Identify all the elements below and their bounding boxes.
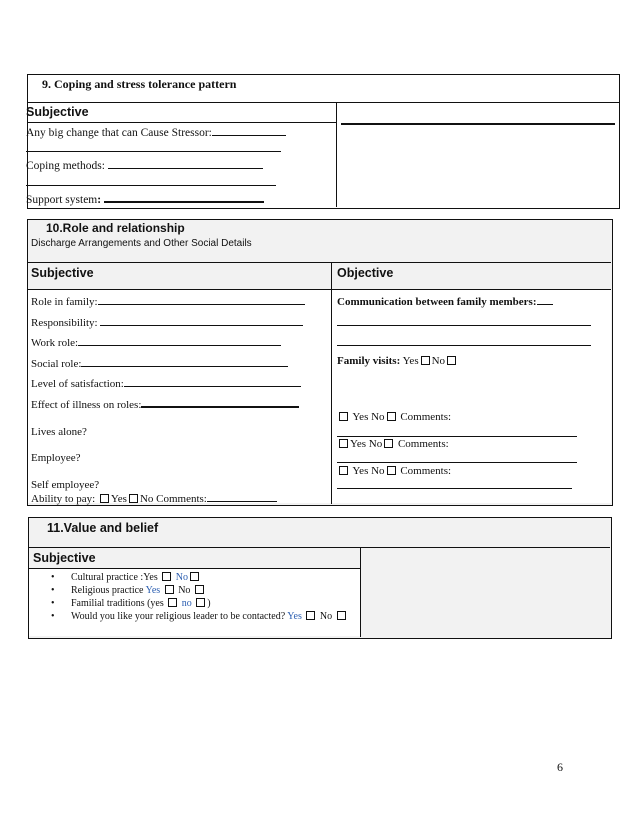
- section-11-title: 11.Value and belief: [47, 521, 159, 535]
- s10-comm-line3[interactable]: [337, 345, 591, 346]
- s10-self-employee-yes-checkbox[interactable]: [339, 466, 348, 475]
- s10-employee-yes-checkbox[interactable]: [339, 439, 348, 448]
- s10-self-employee-no-checkbox[interactable]: [387, 466, 396, 475]
- s10-self-employee: Self employee?: [31, 479, 100, 491]
- s10-role-family-label: Role in family:: [31, 296, 98, 308]
- s10-responsibility-label: Responsibility:: [31, 317, 98, 329]
- s10-employee-no-label: No: [368, 438, 383, 450]
- s10-work-role-label: Work role:: [31, 337, 79, 349]
- s11-cultural-no-checkbox[interactable]: [190, 572, 199, 581]
- s11-cultural-no-label: No: [175, 572, 188, 583]
- s10-self-employee-comments-field[interactable]: [337, 488, 572, 489]
- s10-objective-heading: Objective: [337, 266, 394, 280]
- s9-support-field[interactable]: [104, 191, 264, 203]
- s10-ability-no-label: No: [139, 493, 154, 505]
- s10-work-role-field[interactable]: [78, 335, 281, 346]
- s10-lives-alone-comments-label: Comments:: [400, 411, 452, 423]
- s10-employee-no-checkbox[interactable]: [384, 439, 393, 448]
- s9-coping-field[interactable]: [108, 158, 263, 169]
- s9-support-label: Support system: [26, 194, 98, 206]
- s11-cultural-label: Cultural practice :Yes: [71, 572, 158, 583]
- s11-familial-no-checkbox[interactable]: [196, 598, 205, 607]
- s9-big-change-row: [26, 125, 286, 139]
- s9-support-colon: :: [97, 194, 102, 206]
- s10-ability-yes-label: Yes: [110, 493, 127, 505]
- page-number: 6: [557, 760, 563, 774]
- s9-coping-label: Coping methods:: [26, 160, 105, 172]
- s11-subjective-heading: Subjective: [33, 551, 96, 565]
- s10-social-role-row: [31, 356, 288, 370]
- s11-leader-yes-checkbox[interactable]: [306, 611, 315, 620]
- s9-subjective-rule: [27, 122, 336, 123]
- s10-social-role-label: Social role:: [31, 358, 82, 370]
- s10-lives-alone-no-checkbox[interactable]: [387, 412, 396, 421]
- s11-subheader-separator: [28, 568, 360, 569]
- s10-family-visits-no-label: No: [431, 355, 446, 367]
- s10-self-employee-comments-label: Comments:: [400, 465, 452, 477]
- s10-lives-alone-no-label: No: [371, 411, 385, 423]
- s10-role-family-row: [31, 294, 305, 308]
- s11-leader-yes-label: Yes: [287, 611, 302, 622]
- s10-responsibility-field[interactable]: [100, 315, 303, 326]
- s10-employee-answer: [337, 438, 449, 450]
- s10-ability-yes-checkbox[interactable]: [100, 494, 109, 503]
- s10-satisfaction-row: [31, 376, 301, 390]
- s11-familial-close: ): [207, 598, 211, 609]
- s9-big-change-line2[interactable]: [26, 151, 281, 152]
- s11-header-separator: [28, 547, 610, 548]
- s10-lives-alone: Lives alone?: [31, 426, 87, 438]
- s10-family-visits-no-checkbox[interactable]: [447, 356, 456, 365]
- s10-header-separator: [27, 262, 611, 263]
- s10-subjective-heading: Subjective: [31, 266, 94, 280]
- s11-question-list: [29, 571, 359, 623]
- section-9-divider: [336, 102, 337, 207]
- s10-comm-row: [337, 294, 553, 308]
- s9-big-change-field[interactable]: [212, 125, 286, 136]
- s10-responsibility-row: [31, 315, 303, 329]
- s9-subjective-heading: Subjective: [26, 105, 89, 119]
- s10-satisfaction-field[interactable]: [124, 376, 301, 387]
- s9-support-row: [26, 191, 264, 206]
- s10-satisfaction-label: Level of satisfaction:: [31, 378, 124, 390]
- s10-family-visits-label: Family visits:: [337, 355, 401, 367]
- s10-employee: Employee?: [31, 452, 81, 464]
- s11-religious-item: [29, 584, 359, 597]
- s10-self-employee-answer: [337, 465, 451, 477]
- s11-cultural-yes-checkbox[interactable]: [162, 572, 171, 581]
- s10-self-employee-no-label: No: [371, 465, 385, 477]
- s9-big-change-label: Any big change that can Cause Stressor:: [26, 127, 212, 139]
- s10-ability-comments-field[interactable]: [207, 491, 277, 502]
- s10-ability-comments-label: Comments:: [156, 493, 207, 505]
- s10-comm-label: Communication between family members:: [337, 296, 537, 308]
- s10-family-visits-row: [337, 355, 458, 367]
- s10-role-family-field[interactable]: [98, 294, 305, 305]
- s9-coping-row: [26, 158, 263, 172]
- s11-leader-no-checkbox[interactable]: [337, 611, 346, 620]
- s10-self-employee-yes-label: Yes: [352, 465, 369, 477]
- s10-column-divider: [331, 262, 332, 504]
- s11-familial-label: Familial traditions (yes: [71, 598, 164, 609]
- s10-ability-label: Ability to pay:: [31, 493, 96, 505]
- s11-leader-no-label: No: [319, 611, 333, 622]
- s10-comm-line2[interactable]: [337, 325, 591, 326]
- s10-lives-alone-comments-field[interactable]: [337, 436, 577, 437]
- s11-familial-item: [29, 597, 359, 610]
- s10-social-role-field[interactable]: [81, 356, 288, 367]
- s10-employee-comments-field[interactable]: [337, 462, 577, 463]
- s10-effect-row: [31, 396, 299, 411]
- s11-familial-no-label: no: [181, 598, 192, 609]
- s10-family-visits-yes-checkbox[interactable]: [421, 356, 430, 365]
- s11-column-divider: [360, 547, 361, 637]
- s10-ability-no-checkbox[interactable]: [129, 494, 138, 503]
- s10-ability-row: [31, 491, 277, 505]
- s10-subheader-separator: [27, 289, 611, 290]
- s10-employee-comments-label: Comments:: [397, 438, 449, 450]
- s9-coping-line2[interactable]: [26, 185, 276, 186]
- s11-familial-yes-checkbox[interactable]: [168, 598, 177, 607]
- s11-leader-label: Would you like your religious leader to be contacted?: [71, 611, 286, 622]
- s10-effect-label: Effect of illness on roles:: [31, 399, 142, 411]
- s10-family-visits-yes-label: Yes: [402, 355, 419, 367]
- s11-religious-no-label: No: [178, 585, 191, 596]
- section-9-title: 9. Coping and stress tolerance pattern: [42, 77, 237, 91]
- s11-religious-label: Religious practice: [71, 585, 144, 596]
- s11-religious-no-checkbox[interactable]: [195, 585, 204, 594]
- s10-lives-alone-yes-label: Yes: [352, 411, 369, 423]
- s11-religious-yes-checkbox[interactable]: [165, 585, 174, 594]
- s11-religious-yes-label: Yes: [145, 585, 161, 596]
- s10-comm-field[interactable]: [537, 294, 553, 305]
- s9-objective-line[interactable]: [341, 123, 615, 125]
- section-10-subtitle: Discharge Arrangements and Other Social Details: [31, 238, 252, 249]
- s10-work-role-row: [31, 335, 281, 349]
- section-10-title: 10.Role and relationship: [46, 221, 185, 235]
- s11-leader-item: [29, 610, 359, 623]
- s10-effect-field[interactable]: [141, 396, 299, 408]
- s10-lives-alone-answer: [337, 411, 451, 423]
- s10-lives-alone-yes-checkbox[interactable]: [339, 412, 348, 421]
- s10-employee-yes-label: Yes: [350, 438, 367, 450]
- s11-cultural-item: [29, 571, 359, 584]
